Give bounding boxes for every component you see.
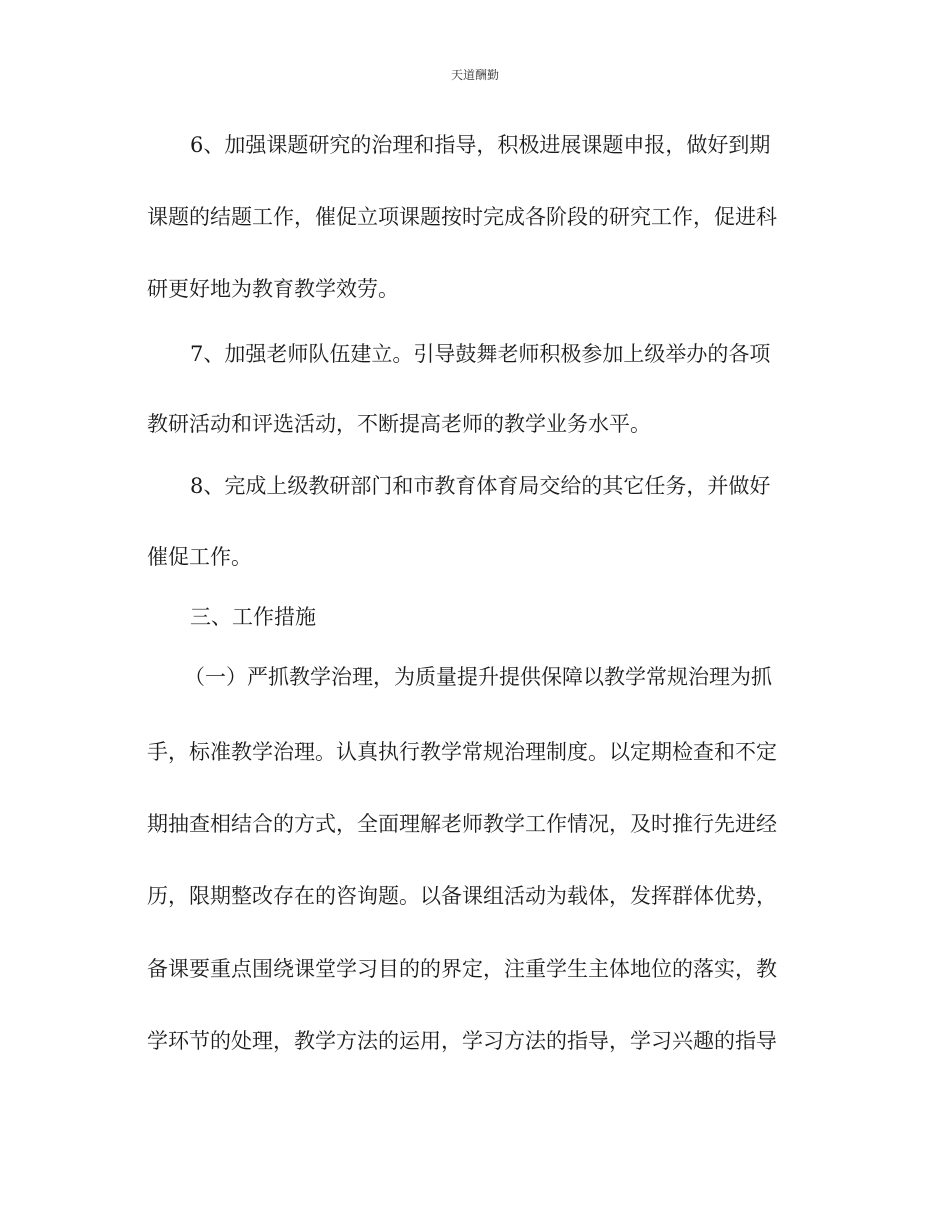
section-heading: 三、工作措施 [190,605,316,629]
paragraph-line: 7、加强老师队伍建立。引导鼓舞老师积极参加上级举办的各项 [190,342,771,366]
page-header: 天道酬勤 [450,68,499,82]
paragraph-line: 学环节的处理，教学方法的运用，学习方法的指导，学习兴趣的指导 [147,1029,777,1053]
paragraph-line: 期抽查相结合的方式，全面理解老师教学工作情况，及时推行先进经 [147,812,777,836]
paragraph-line: 教研活动和评选活动，不断提高老师的教学业务水平。 [147,412,651,436]
paragraph-line: 研更好地为教育教学效劳。 [147,277,399,301]
paragraph-line: 6、加强课题研究的治理和指导，积极进展课题申报，做好到期 [190,133,771,157]
paragraph-line: 备课要重点围绕课堂学习目的的界定，注重学生主体地位的落实，教 [147,957,777,981]
paragraph-line: （一）严抓教学治理，为质量提升提供保障以教学常规治理为抓 [184,665,772,689]
paragraph-line: 历，限期整改存在的咨询题。以备课组活动为载体，发挥群体优势， [147,884,777,908]
paragraph-line: 8、完成上级教研部门和市教育体育局交给的其它任务，并做好 [190,474,771,498]
paragraph-line: 催促工作。 [147,545,252,569]
paragraph-line: 课题的结题工作，催促立项课题按时完成各阶段的研究工作，促进科 [147,205,777,229]
paragraph-line: 手，标准教学治理。认真执行教学常规治理制度。以定期检查和不定 [147,740,777,764]
